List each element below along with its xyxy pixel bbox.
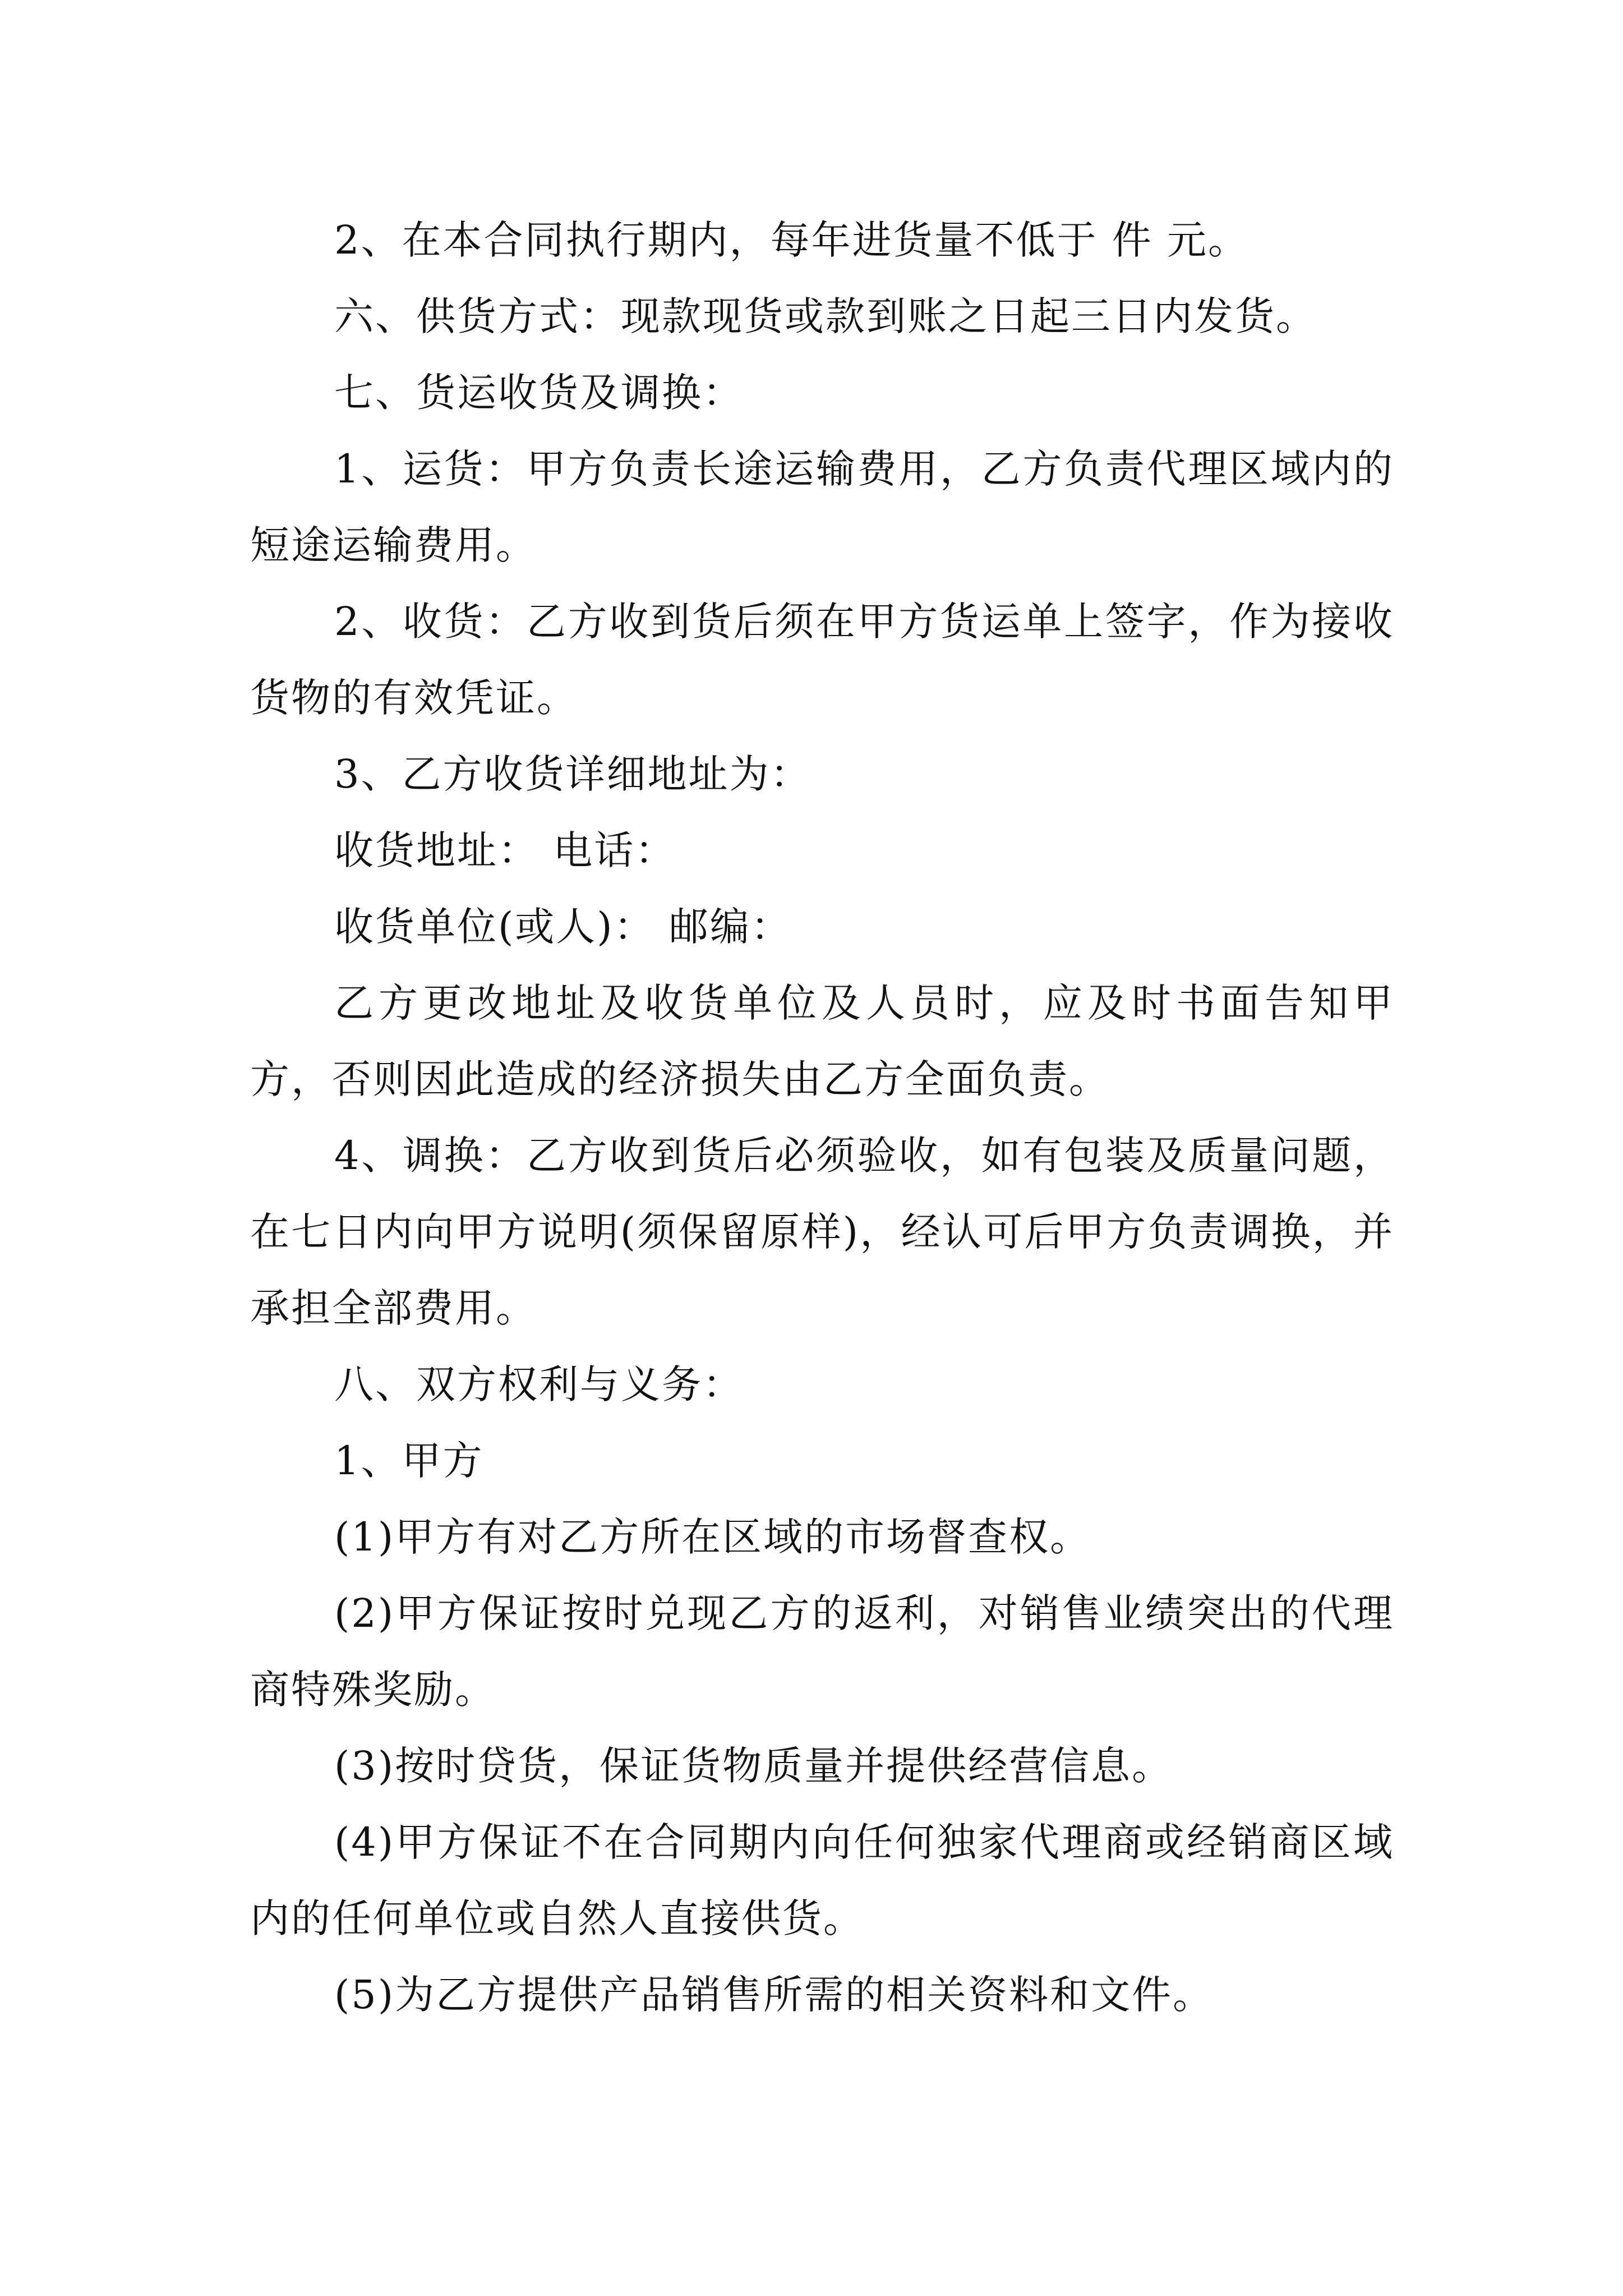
paragraph-party-a-item-2: (2)甲方保证按时兑现乙方的返利，对销售业绩突出的代理商特殊奖励。 bbox=[250, 1590, 1394, 1713]
paragraph-section-8-heading: 八、双方权利与义务： bbox=[334, 1361, 744, 1407]
paragraph-address-change: 乙方更改地址及收货单位及人员时，应及时书面告知甲方，否则因此造成的经济损失由乙方全面负责。 bbox=[250, 980, 1394, 1102]
paragraph-party-a-item-4: (4)甲方保证不在合同期内向任何独家代理商或经销商区域内的任何单位或自然人直接供货。 bbox=[250, 1819, 1394, 1941]
paragraph-clause-2-receiving: 2、收货：乙方收到货后须在甲方货运单上签字，作为接收货物的有效凭证。 bbox=[250, 599, 1394, 721]
paragraph-section-7-heading: 七、货运收货及调换： bbox=[334, 370, 744, 416]
paragraph-clause-3-address: 3、乙方收货详细地址为： bbox=[334, 751, 811, 797]
paragraph-party-a-heading: 1、甲方 bbox=[334, 1438, 484, 1484]
paragraph-address-phone: 收货地址： 电话： bbox=[334, 827, 676, 873]
paragraph-clause-4-exchange: 4、调换：乙方收到货后必须验收，如有包装及质量问题，在七日内向甲方说明(须保留原样)，经认可后甲方负责调换，并承担全部费用。 bbox=[250, 1133, 1394, 1331]
paragraph-clause-2-purchase-volume: 2、在本合同执行期内，每年进货量不低于 件 元。 bbox=[334, 217, 1249, 263]
document-body bbox=[250, 202, 1394, 2033]
paragraph-party-a-item-1: (1)甲方有对乙方所在区域的市场督查权。 bbox=[334, 1514, 1091, 1560]
paragraph-section-6-supply-method: 六、供货方式：现款现货或款到账之日起三日内发货。 bbox=[334, 293, 1317, 339]
paragraph-recipient-postcode: 收货单位(或人)： 邮编： bbox=[334, 904, 792, 950]
paragraph-clause-1-shipping: 1、运货：甲方负责长途运输费用，乙方负责代理区域内的短途运输费用。 bbox=[250, 446, 1394, 568]
paragraph-party-a-item-3: (3)按时贷货，保证货物质量并提供经营信息。 bbox=[334, 1743, 1173, 1789]
paragraph-party-a-item-5: (5)为乙方提供产品销售所需的相关资料和文件。 bbox=[334, 1972, 1214, 2018]
